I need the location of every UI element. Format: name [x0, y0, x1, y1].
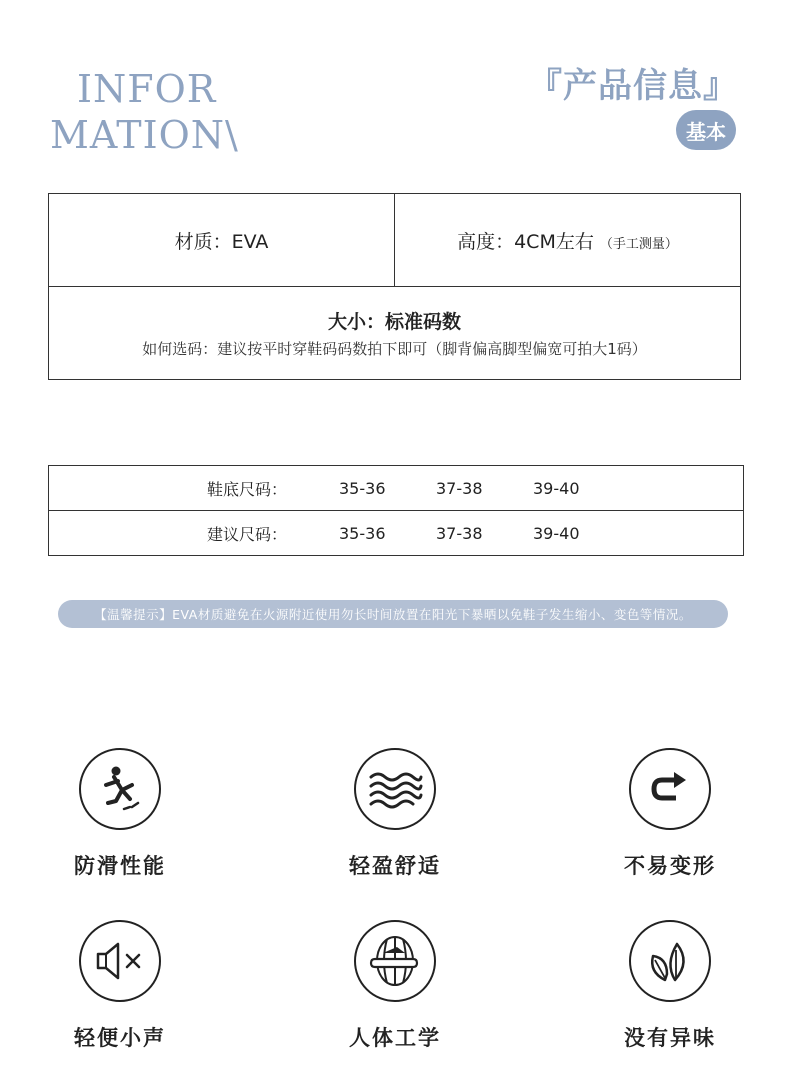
size-value: 37-38: [436, 466, 533, 511]
feature-quiet: [40, 920, 200, 1052]
feature-label: 没有异味: [624, 1026, 716, 1050]
size-value: 39-40: [533, 466, 630, 511]
feature-label: 人体工学: [349, 1026, 441, 1050]
feature-label: 轻便小声: [74, 1026, 166, 1050]
size-row-label: 建议尺码：: [49, 511, 340, 556]
leaf-icon: [629, 920, 711, 1002]
table-row: [49, 511, 744, 556]
height-cell: [395, 194, 741, 287]
feature-lightweight: [315, 748, 475, 880]
feature-no-odor: [590, 920, 750, 1052]
product-info-title: 『产品信息』: [528, 66, 738, 106]
warm-tip-banner: 【温馨提示】EVA材质避免在火源附近使用勿长时间放置在阳光下暴晒以免鞋子发生缩小、变色等情况。: [58, 600, 728, 628]
height-text: 高度：4CM左右: [457, 230, 594, 253]
wave-icon: [354, 748, 436, 830]
feature-label: 不易变形: [624, 854, 716, 878]
size-value: 39-40: [533, 511, 630, 556]
material-cell: [49, 194, 395, 287]
feature-label: 轻盈舒适: [349, 854, 441, 878]
anti-slip-icon: [79, 748, 161, 830]
size-value: 35-36: [339, 511, 436, 556]
mute-speaker-icon: [79, 920, 161, 1002]
size-text: 大小：标准码数: [327, 311, 461, 333]
height-note: （手工测量）: [599, 236, 678, 252]
size-cell: [49, 287, 741, 380]
basic-badge: 基本: [676, 110, 736, 150]
feature-label: 防滑性能: [74, 854, 166, 878]
feature-ergonomic: [315, 920, 475, 1052]
table-row: [49, 466, 744, 511]
size-row-label: 鞋底尺码：: [49, 466, 340, 511]
spec-table: [48, 193, 741, 380]
material-text: 材质：EVA: [174, 230, 269, 253]
size-table: [48, 465, 744, 556]
info-title-line2: MATION\: [50, 113, 239, 157]
feature-no-deform: [590, 748, 750, 880]
howto-text: 如何选码：建议按平时穿鞋码码数拍下即可（脚背偏高脚型偏宽可拍大1码）: [142, 340, 647, 358]
info-title-line1: INFOR: [77, 67, 217, 111]
size-value: 35-36: [339, 466, 436, 511]
rebound-arrow-icon: [629, 748, 711, 830]
ergonomic-icon: [354, 920, 436, 1002]
size-value: 37-38: [436, 511, 533, 556]
size-row-filler: [630, 511, 744, 556]
feature-anti-slip: [40, 748, 200, 880]
info-title: [50, 66, 239, 158]
size-row-filler: [630, 466, 744, 511]
